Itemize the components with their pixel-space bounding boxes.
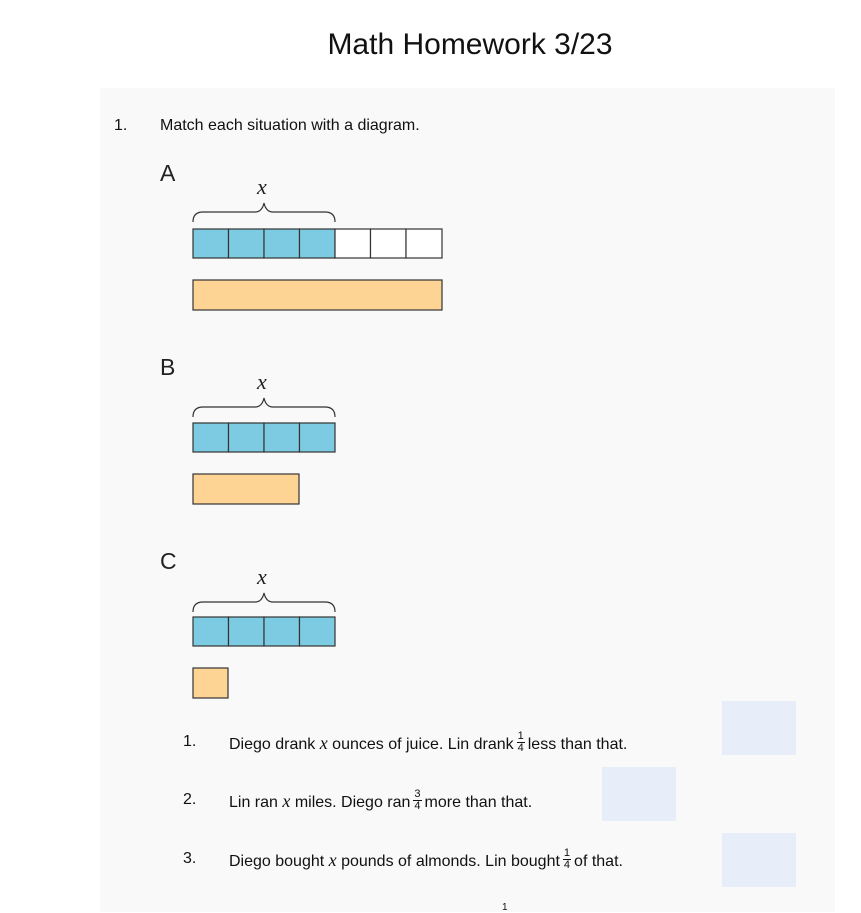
fraction-denominator: 4 xyxy=(517,742,524,755)
fraction-denominator: 4 xyxy=(563,859,571,872)
tape-unit xyxy=(406,229,442,258)
text-part: of that. xyxy=(574,853,623,870)
page-number: 1 xyxy=(502,902,508,913)
tape-unit xyxy=(264,617,300,646)
diagram-b-brace xyxy=(193,398,335,417)
diagram-c-x-label: x xyxy=(257,564,267,589)
diagram-c xyxy=(193,593,335,698)
tape-unit xyxy=(300,617,336,646)
tape-unit xyxy=(300,423,336,452)
fraction xyxy=(563,848,571,871)
tape-unit xyxy=(300,229,336,258)
answer-box-1[interactable] xyxy=(722,701,796,755)
fraction-numerator: 3 xyxy=(414,788,421,801)
tape-unit xyxy=(193,229,229,258)
tape-unit xyxy=(229,229,265,258)
tape-unit xyxy=(264,229,300,258)
tape-unit xyxy=(193,423,229,452)
question-prompt: Match each situation with a diagram. xyxy=(160,117,420,134)
diagram-c-brace xyxy=(193,593,335,612)
text-part: Diego drank xyxy=(229,736,320,753)
variable: x xyxy=(319,733,328,753)
diagram-c-label: C xyxy=(160,548,177,574)
text-part: Lin ran xyxy=(229,794,283,811)
variable: x xyxy=(328,850,337,870)
fraction-numerator: 1 xyxy=(517,730,524,743)
diagram-b-x-label: x xyxy=(257,369,267,394)
diagram-a-x-label: x xyxy=(257,174,267,199)
situation-text xyxy=(229,730,628,756)
tape-unit xyxy=(264,423,300,452)
situation-text xyxy=(229,788,533,814)
fraction xyxy=(413,789,421,812)
diagram-b xyxy=(193,398,335,504)
text-part: pounds of almonds. Lin bought xyxy=(336,853,560,870)
diagram-a-brace xyxy=(193,203,335,222)
situation-number: 1. xyxy=(183,733,197,750)
tape-unit xyxy=(229,423,265,452)
diagram-a xyxy=(193,203,442,310)
fraction xyxy=(517,731,525,754)
text-part: more than that. xyxy=(424,794,533,811)
tape-unit xyxy=(335,229,371,258)
text-part: Diego bought xyxy=(229,853,329,870)
question-number: 1. xyxy=(114,117,128,134)
tape-unit xyxy=(229,617,265,646)
diagram-c-y-tape xyxy=(193,668,228,698)
diagram-a-label: A xyxy=(160,160,176,186)
page-title: Math Homework 3/23 xyxy=(327,28,613,61)
answer-box-2[interactable] xyxy=(602,767,676,821)
variable: x xyxy=(282,791,291,811)
text-part: ounces of juice. Lin drank xyxy=(327,736,514,753)
diagram-b-label: B xyxy=(160,354,176,380)
tape-unit xyxy=(193,617,229,646)
text-part: miles. Diego ran xyxy=(290,794,411,811)
situation-number: 2. xyxy=(183,791,197,808)
situation-text xyxy=(229,847,623,873)
tape-unit xyxy=(371,229,407,258)
answer-box-3[interactable] xyxy=(722,833,796,887)
text-part: less than that. xyxy=(527,736,628,753)
diagram-b-y-tape xyxy=(193,474,299,504)
diagram-a-y-tape xyxy=(193,280,442,310)
fraction-denominator: 4 xyxy=(414,800,421,813)
situation-number: 3. xyxy=(183,850,197,867)
fraction-numerator: 1 xyxy=(563,847,571,860)
